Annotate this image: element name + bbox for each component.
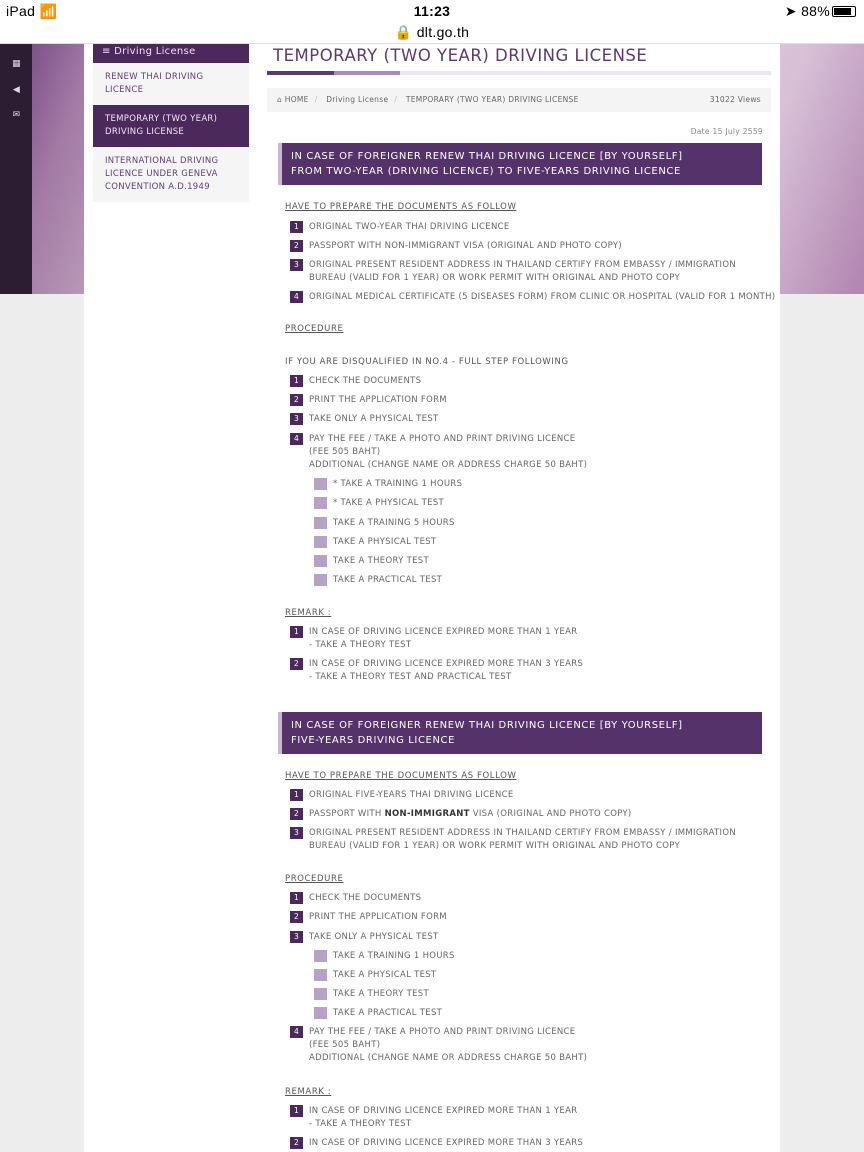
list-item: 2 PASSPORT WITH NON-IMMIGRANT VISA (ORIGINAL AND PHOTO COPY)	[290, 808, 632, 821]
status-bar	[0, 0, 864, 22]
list-item: 1 IN CASE OF DRIVING LICENCE EXPIRED MORE THAN 1 YEAR - TAKE A THEORY TEST	[290, 626, 577, 652]
page-title: TEMPORARY (TWO YEAR) DRIVING LICENSE	[273, 46, 648, 65]
list-item: 3 ORIGINAL PRESENT RESIDENT ADDRESS IN THAILAND CERTIFY FROM EMBASSY / IMMIGRATION BUREAU (VALID FOR 1 YEAR) OR WORK PERMIT WITH ORIGINAL AND PHOTO COPY	[290, 827, 736, 853]
section-heading: REMARK :	[285, 1087, 332, 1097]
sidebar-item-renew[interactable]: RENEW THAI DRIVING LICENCE	[105, 72, 204, 95]
sidebar-header[interactable]: ≡ Driving License	[93, 44, 249, 63]
sidebar-item-international[interactable]: INTERNATIONAL DRIVING LICENCE UNDER GENEVA CONVENTION A.D.1949	[105, 156, 219, 192]
address-bar[interactable]	[0, 22, 864, 44]
section-banner: IN CASE OF FOREIGNER RENEW THAI DRIVING LICENCE [BY YOURSELF] FROM TWO-YEAR (DRIVING LICENCE) TO FIVE-YEARS DRIVING LICENCE	[278, 143, 762, 185]
list-item: 2 IN CASE OF DRIVING LICENCE EXPIRED MORE THAN 3 YEARS	[290, 1137, 583, 1150]
battery-status: ➤ 88%	[785, 3, 856, 20]
list-item: 2 PRINT THE APPLICATION FORM	[290, 911, 447, 924]
sub-item: TAKE A THEORY TEST	[314, 555, 429, 568]
list-item: 1 IN CASE OF DRIVING LICENCE EXPIRED MORE THAN 1 YEAR - TAKE A THEORY TEST	[290, 1105, 577, 1131]
breadcrumb-home[interactable]: HOME	[284, 95, 309, 104]
view-count: 31022 Views	[709, 95, 761, 104]
sidebar-menu	[93, 44, 249, 202]
left-toolbar	[0, 44, 32, 294]
sub-item: TAKE A TRAINING 5 HOURS	[314, 517, 455, 530]
battery-icon	[832, 6, 856, 17]
list-item: 3 ORIGINAL PRESENT RESIDENT ADDRESS IN THAILAND CERTIFY FROM EMBASSY / IMMIGRATION BUREAU (VALID FOR 1 YEAR) OR WORK PERMIT WITH ORIGINAL AND PHOTO COPY	[290, 259, 736, 285]
sub-item: * TAKE A TRAINING 1 HOURS	[314, 478, 462, 491]
section-heading: HAVE TO PREPARE THE DOCUMENTS AS FOLLOW	[285, 202, 517, 212]
breadcrumb-driving-license[interactable]: Driving License	[326, 95, 389, 104]
breadcrumb: ⌂ HOME / Driving License / TEMPORARY (TWO YEAR) DRIVING LICENSE 31022 Views	[267, 88, 771, 112]
publish-date: Date 15 July 2559	[690, 127, 763, 136]
section-heading: PROCEDURE	[285, 324, 344, 334]
menu-icon: ≡	[102, 46, 111, 57]
list-item: 1 CHECK THE DOCUMENTS	[290, 375, 421, 388]
list-item: 2 PASSPORT WITH NON-IMMIGRANT VISA (ORIGINAL AND PHOTO COPY)	[290, 240, 622, 253]
list-item: 1 ORIGINAL FIVE-YEARS THAI DRIVING LICENCE	[290, 789, 514, 802]
sub-item: TAKE A TRAINING 1 HOURS	[314, 950, 455, 963]
list-item: 1 CHECK THE DOCUMENTS	[290, 892, 421, 905]
section-heading: HAVE TO PREPARE THE DOCUMENTS AS FOLLOW	[285, 771, 517, 781]
url-text: dlt.go.th	[416, 24, 470, 40]
list-item: 1 ORIGINAL TWO-YEAR THAI DRIVING LICENCE	[290, 221, 510, 234]
section-heading: PROCEDURE	[285, 874, 344, 884]
sub-item: TAKE A THEORY TEST	[314, 988, 429, 1001]
section-banner: IN CASE OF FOREIGNER RENEW THAI DRIVING LICENCE [BY YOURSELF] FIVE-YEARS DRIVING LICENCE	[278, 712, 762, 754]
grid-icon[interactable]: ▦	[12, 59, 21, 69]
mail-icon[interactable]: ✉	[12, 110, 21, 120]
sidebar-item-temporary[interactable]: TEMPORARY (TWO YEAR) DRIVING LICENSE	[93, 105, 249, 147]
list-item: 2 PRINT THE APPLICATION FORM	[290, 394, 447, 407]
megaphone-icon[interactable]: ◀	[12, 85, 21, 95]
section-heading: IF YOU ARE DISQUALIFIED IN NO.4 - FULL STEP FOLLOWING	[285, 357, 569, 367]
clock: 11:23	[413, 3, 451, 19]
sub-item: TAKE A PRACTICAL TEST	[314, 574, 442, 587]
list-item: 4 PAY THE FEE / TAKE A PHOTO AND PRINT DRIVING LICENCE (FEE 505 BAHT) ADDITIONAL (CHANGE NAME OR ADDRESS CHARGE 50 BAHT)	[290, 433, 587, 472]
location-arrow-icon: ➤	[784, 3, 797, 19]
section-heading: REMARK :	[285, 608, 332, 618]
lock-icon: 🔒	[394, 24, 413, 40]
sub-item: TAKE A PRACTICAL TEST	[314, 1007, 442, 1020]
list-item: 4 ORIGINAL MEDICAL CERTIFICATE (5 DISEASES FORM) FROM CLINIC OR HOSPITAL (VALID FOR 1 MONTH)	[290, 291, 775, 304]
list-item: 3 TAKE ONLY A PHYSICAL TEST	[290, 413, 439, 426]
home-icon: ⌂	[277, 95, 283, 104]
sub-item: TAKE A PHYSICAL TEST	[314, 536, 436, 549]
title-underline	[267, 71, 771, 75]
wifi-icon: 📶	[39, 3, 58, 19]
list-item: 2 IN CASE OF DRIVING LICENCE EXPIRED MORE THAN 3 YEARS - TAKE A THEORY TEST AND PRACTICAL TEST	[290, 658, 583, 684]
device-label: iPad 📶	[6, 3, 58, 19]
list-item: 4 PAY THE FEE / TAKE A PHOTO AND PRINT DRIVING LICENCE (FEE 505 BAHT) ADDITIONAL (CHANGE NAME OR ADDRESS CHARGE 50 BAHT)	[290, 1026, 587, 1065]
sub-item: * TAKE A PHYSICAL TEST	[314, 497, 444, 510]
sub-item: TAKE A PHYSICAL TEST	[314, 969, 436, 982]
breadcrumb-current: TEMPORARY (TWO YEAR) DRIVING LICENSE	[405, 95, 579, 104]
list-item: 3 TAKE ONLY A PHYSICAL TEST	[290, 931, 439, 944]
